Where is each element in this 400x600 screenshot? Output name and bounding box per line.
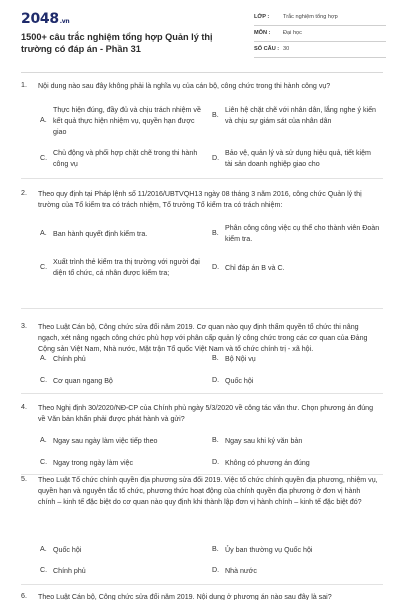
logo-main: 2048 <box>21 11 59 27</box>
option-text: Bảo vệ, quản lý và sử dụng hiệu quả, tiết kiệm tài sản doanh nghiệp giao cho <box>225 149 371 168</box>
header-divider <box>21 72 383 73</box>
question-number: 6. <box>21 592 27 600</box>
document-title: 1500+ câu trắc nghiệm tổng hợp Quản lý thị trường có đáp án - Phần 31 <box>21 32 213 54</box>
option-letter: C. <box>40 566 48 574</box>
question-text: Theo quy định tại Pháp lệnh số 11/2016/UBTVQH13 ngày 08 tháng 3 năm 2016, công chức Quản lý thị trường của Tổ kiểm tra có trách nhiệm, Tổ trưởng Tổ kiểm tra có trách nhiệm: <box>38 190 362 209</box>
option-text: Quốc hội <box>225 377 254 385</box>
option-letter: A. <box>40 545 47 553</box>
option-letter: D. <box>212 154 220 162</box>
meta-row-class <box>254 12 386 26</box>
option-letter: A. <box>40 436 47 444</box>
question-text: Nội dung nào sau đây không phải là nghĩa vụ của cán bộ, công chức trong thi hành công vụ? <box>38 82 331 90</box>
option-text: Ủy ban thường vụ Quốc hội <box>225 546 313 554</box>
option-letter: C. <box>40 263 48 271</box>
question-text: Theo Luật Cán bộ, Công chức sửa đổi năm 2019. Cơ quan nào quy định thẩm quyền tổ chức thi nâng ngạch, xét nâng ngạch công chức phù hợp với phân cấp quản lý công chức trong các cơ quan của Đảng Cộng sản Việt Nam, Nhà nước, Mặt trận Tổ quốc Việt Nam và tổ chức chính trị - xã hội. <box>38 323 368 353</box>
meta-row-subject <box>254 28 386 42</box>
question-divider <box>21 178 383 179</box>
meta-value: Đại học <box>283 30 302 36</box>
option-text: Liên hệ chặt chẽ với nhân dân, lắng nghe ý kiến và chịu sự giám sát của nhân dân <box>225 106 376 125</box>
meta-info <box>254 12 386 60</box>
question-divider <box>21 584 383 585</box>
site-logo[interactable] <box>21 11 69 27</box>
meta-label: SỐ CÂU : <box>254 46 280 52</box>
option-letter: B. <box>212 111 219 119</box>
option-text: Phân công công việc cụ thể cho thành viên Đoàn kiểm tra. <box>225 224 380 243</box>
question-number: 2. <box>21 189 27 197</box>
option-letter: B. <box>212 436 219 444</box>
question-divider <box>21 393 383 394</box>
question-divider <box>21 308 383 309</box>
option-text: Ngay sau ngày làm việc tiếp theo <box>53 437 158 445</box>
option-letter: C. <box>40 154 48 162</box>
document-header <box>0 0 400 62</box>
option-text: Không có phương án đúng <box>225 459 310 467</box>
option-letter: B. <box>212 545 219 553</box>
meta-label: MÔN : <box>254 30 271 36</box>
option-letter: D. <box>212 458 220 466</box>
question-number: 3. <box>21 322 27 330</box>
option-text: Bộ Nội vụ <box>225 355 256 363</box>
option-text: Ngay sau khi ký văn bản <box>225 437 303 445</box>
question-number: 4. <box>21 403 27 411</box>
option-text: Ban hành quyết định kiểm tra. <box>53 230 148 238</box>
option-letter: B. <box>212 354 219 362</box>
meta-value: Trắc nghiệm tổng hợp <box>283 14 338 20</box>
option-letter: A. <box>40 116 47 124</box>
option-text: Xuất trình thẻ kiểm tra thị trường với người đại diện tổ chức, cá nhân được kiểm tra; <box>53 258 200 277</box>
option-text: Ngay trong ngày làm việc <box>53 459 134 467</box>
question-number: 1. <box>21 81 27 89</box>
option-letter: D. <box>212 263 220 271</box>
option-text: Cơ quan ngang Bộ <box>53 377 113 385</box>
option-letter: A. <box>40 229 47 237</box>
question-text: Theo Luật Tổ chức chính quyền địa phương sửa đổi 2019. Việc tổ chức chính quyền địa phương, nhiệm vụ, quyền hạn và nguyên tắc tổ chức, phương thức hoạt động của chính quyền địa phương ở đơn vị hành chính – kinh tế đặc biệt do cơ quan nào quy định khi thành lập đơn vị hành chính – kinh tế đặc biệt đó? <box>38 476 378 506</box>
option-letter: D. <box>212 566 220 574</box>
option-text: Chính phủ <box>53 567 86 575</box>
meta-label: LỚP : <box>254 14 270 20</box>
option-text: Nhà nước <box>225 567 257 575</box>
option-letter: C. <box>40 376 48 384</box>
meta-value: 30 <box>283 46 290 52</box>
option-text: Chính phủ <box>53 355 86 363</box>
logo-domain: .vn <box>59 18 70 25</box>
question-text: Theo Luật Cán bộ, Công chức sửa đổi năm 2019. Nội dung ở phương án nào sau đây là sai? <box>38 593 332 600</box>
option-text: Thực hiện đúng, đầy đủ và chịu trách nhiệm về kết quả thực hiện nhiệm vụ, quyền hạn được giao <box>53 106 201 136</box>
option-letter: B. <box>212 229 219 237</box>
meta-row-count <box>254 44 386 58</box>
question-number: 5. <box>21 475 27 483</box>
option-letter: C. <box>40 458 48 466</box>
question-text: Theo Nghị định 30/2020/NĐ-CP của Chính phủ ngày 5/3/2020 về công tác văn thư. Chọn phương án đúng về Văn bản khẩn phải được phát hành và gửi? <box>38 404 374 423</box>
option-letter: D. <box>212 376 220 384</box>
option-text: Quốc hội <box>53 546 82 554</box>
option-text: Chỉ đáp án B và C. <box>225 264 285 272</box>
option-text: Chủ động và phối hợp chặt chẽ trong thi hành công vụ <box>53 149 198 168</box>
option-letter: A. <box>40 354 47 362</box>
